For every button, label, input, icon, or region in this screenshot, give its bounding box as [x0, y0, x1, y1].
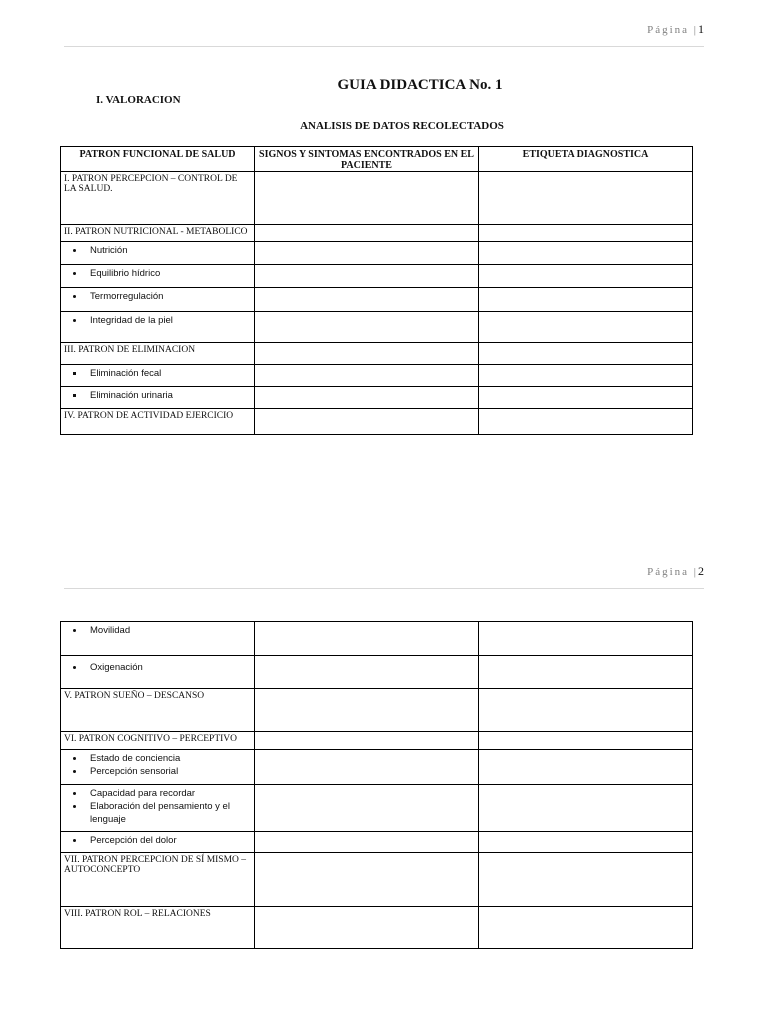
assessment-table-page-1 [60, 146, 693, 435]
pattern-heading: III. PATRON DE ELIMINACION [64, 345, 196, 355]
pattern-heading: VI. PATRON COGNITIVO – PERCEPTIVO [64, 734, 238, 744]
signs-cell[interactable] [255, 265, 479, 288]
signs-cell[interactable] [255, 288, 479, 312]
diagnosis-cell[interactable] [479, 750, 693, 785]
table-row [61, 409, 693, 435]
signs-cell[interactable] [255, 689, 479, 732]
table-row [61, 343, 693, 365]
diagnosis-cell[interactable] [479, 387, 693, 409]
table-row [61, 265, 693, 288]
signs-cell[interactable] [255, 622, 479, 656]
table-header-row [61, 147, 693, 172]
column-header: PATRON FUNCIONAL DE SALUD [61, 147, 255, 172]
diagnosis-cell[interactable] [479, 656, 693, 689]
signs-cell[interactable] [255, 750, 479, 785]
signs-cell[interactable] [255, 907, 479, 949]
list-item: • Percepción sensorial [85, 765, 254, 778]
table-row [61, 785, 693, 832]
diagnosis-cell[interactable] [479, 265, 693, 288]
diagnosis-cell[interactable] [479, 907, 693, 949]
signs-cell[interactable] [255, 172, 479, 225]
signs-cell[interactable] [255, 656, 479, 689]
pattern-heading: IV. PATRON DE ACTIVIDAD EJERCICIO [64, 411, 234, 421]
table-row [61, 242, 693, 265]
signs-cell[interactable] [255, 853, 479, 907]
signs-cell[interactable] [255, 409, 479, 435]
list-item: • Percepción del dolor [85, 834, 254, 847]
table-row [61, 288, 693, 312]
diagnosis-cell[interactable] [479, 312, 693, 343]
table-title: ANALISIS DE DATOS RECOLECTADOS [300, 120, 504, 132]
diagnosis-cell[interactable] [479, 409, 693, 435]
table-row [61, 622, 693, 656]
signs-cell[interactable] [255, 387, 479, 409]
page-header [64, 22, 704, 47]
pattern-heading: VII. PATRON PERCEPCION DE SÍ MISMO – AUTOCONCEPTO [64, 855, 247, 875]
table-row [61, 656, 693, 689]
page-number-label: Página |1 [647, 22, 704, 36]
table-row [61, 689, 693, 732]
signs-cell[interactable] [255, 832, 479, 853]
list-item: • Equilibrio hídrico [85, 267, 254, 280]
page-number-label: Página |2 [647, 564, 704, 578]
diagnosis-cell[interactable] [479, 785, 693, 832]
signs-cell[interactable] [255, 365, 479, 387]
signs-cell[interactable] [255, 343, 479, 365]
list-item: ▪ Eliminación urinaria [85, 389, 254, 402]
diagnosis-cell[interactable] [479, 732, 693, 750]
diagnosis-cell[interactable] [479, 832, 693, 853]
column-header: ETIQUETA DIAGNOSTICA [479, 147, 693, 172]
diagnosis-cell[interactable] [479, 225, 693, 242]
list-item: • Capacidad para recordar [85, 787, 254, 800]
assessment-table-page-2 [60, 621, 693, 949]
table-row [61, 853, 693, 907]
table-row [61, 750, 693, 785]
list-item: • Oxigenación [85, 661, 254, 674]
diagnosis-cell[interactable] [479, 853, 693, 907]
signs-cell[interactable] [255, 312, 479, 343]
table-row [61, 387, 693, 409]
list-item: ▪ Eliminación fecal [85, 367, 254, 380]
signs-cell[interactable] [255, 225, 479, 242]
pattern-heading: VIII. PATRON ROL – RELACIONES [64, 909, 211, 919]
column-header: SIGNOS Y SINTOMAS ENCONTRADOS EN EL PACIENTE [255, 147, 479, 172]
pattern-heading: I. PATRON PERCEPCION – CONTROL DE LA SALUD. [64, 174, 238, 194]
list-item: • Nutrición [85, 244, 254, 257]
list-item: • Termorregulación [85, 290, 254, 303]
list-item: • Estado de conciencia [85, 752, 254, 765]
pattern-heading: V. PATRON SUEÑO – DESCANSO [64, 691, 205, 701]
document-title: GUIA DIDACTICA No. 1 [337, 77, 503, 93]
table-row [61, 312, 693, 343]
table-row [61, 365, 693, 387]
diagnosis-cell[interactable] [479, 343, 693, 365]
signs-cell[interactable] [255, 785, 479, 832]
page-number: 2 [698, 564, 704, 578]
table-row [61, 225, 693, 242]
diagnosis-cell[interactable] [479, 288, 693, 312]
signs-cell[interactable] [255, 732, 479, 750]
list-item: • Elaboración del pensamiento y el lenguaje [85, 800, 254, 826]
section-heading: I. VALORACION [96, 94, 181, 106]
pattern-heading: II. PATRON NUTRICIONAL - METABOLICO [64, 227, 248, 237]
list-item: • Movilidad [85, 624, 254, 637]
signs-cell[interactable] [255, 242, 479, 265]
diagnosis-cell[interactable] [479, 622, 693, 656]
table-row [61, 172, 693, 225]
diagnosis-cell[interactable] [479, 689, 693, 732]
page-header [64, 564, 704, 589]
table-row [61, 832, 693, 853]
page-number: 1 [698, 22, 704, 36]
diagnosis-cell[interactable] [479, 172, 693, 225]
table-row [61, 732, 693, 750]
list-item: • Integridad de la piel [85, 314, 254, 327]
table-row [61, 907, 693, 949]
diagnosis-cell[interactable] [479, 365, 693, 387]
diagnosis-cell[interactable] [479, 242, 693, 265]
